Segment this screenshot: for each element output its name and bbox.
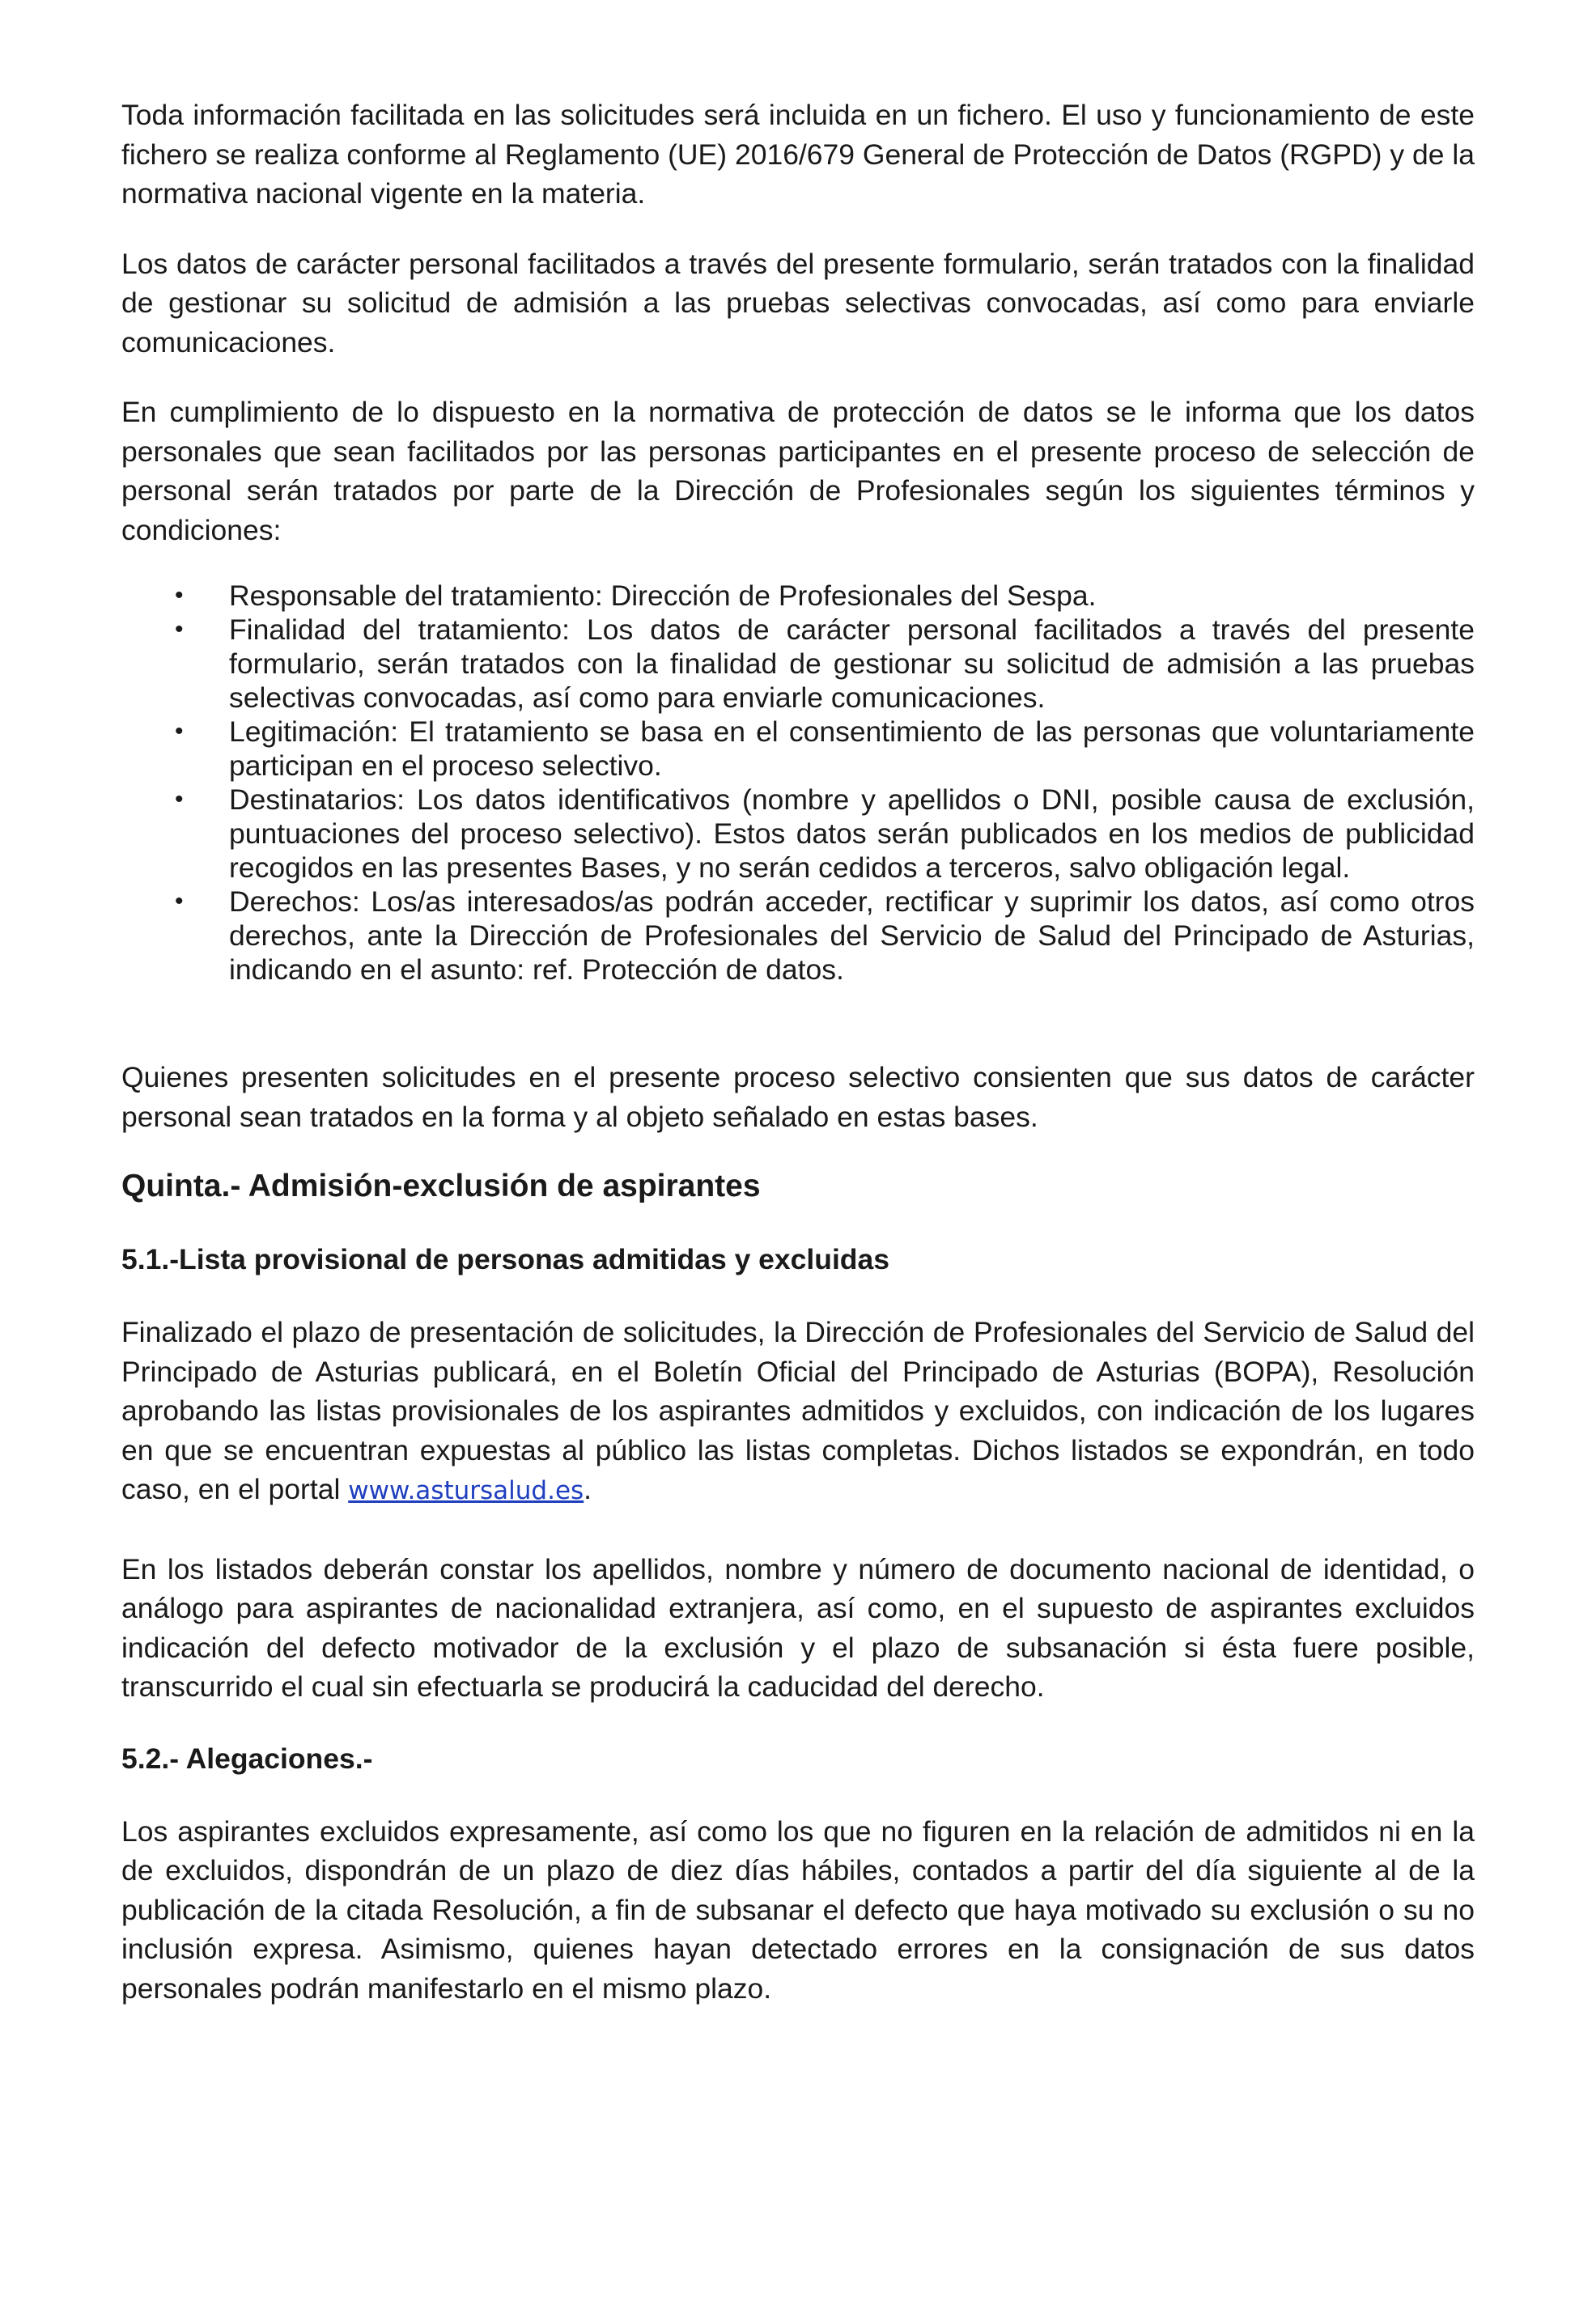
list-item [121,885,1475,987]
intro-paragraph-3: En cumplimiento de lo dispuesto en la normativa de protección de datos se le informa que los datos personales que sean facilitados por las personas participantes en el presente proceso de selección de personal serán tratados por parte de la Dirección de Profesionales según los siguientes términos y condiciones: [121,396,1475,546]
list-item-text: Responsable del tratamiento: Dirección de Profesionales del Sespa. [229,579,1097,612]
list-item [121,613,1475,715]
subsection-heading-5-2: 5.2.- Alegaciones.- [121,1742,373,1775]
bullet-icon: • [175,718,184,745]
list-item [121,579,1475,613]
list-item-text: Destinatarios: Los datos identificativos (nombre y apellidos o DNI, posible causa de exclusión, puntuaciones del proceso selectivo). Estos datos serán publicados en los medios de publicidad recogidos en las presentes Bases, y no serán cedidos a terceros, salvo obligación legal. [229,783,1475,884]
list-item [121,715,1475,783]
astursalud-link[interactable]: www.astursalud.es [348,1476,584,1505]
intro-paragraph-2: Los datos de carácter personal facilitados a través del presente formulario, serán tratados con la finalidad de gestionar su solicitud de admisión a las pruebas selectivas convocadas, así como para enviarle comunicaciones. [121,247,1475,359]
provisional-list-end: . [584,1473,592,1505]
document-page [121,95,1475,2008]
bullet-icon: • [175,786,184,813]
data-protection-list [121,579,1475,987]
intro-paragraph-1: Toda información facilitada en las solicitudes será incluida en un fichero. El uso y funcionamiento de este fichero se realiza conforme al Reglamento (UE) 2016/679 General de Protección de Datos (RGPD) y de la normativa nacional vigente en la materia. [121,99,1475,210]
list-item-text: Legitimación: El tratamiento se basa en el consentimiento de las personas que voluntariamente participan en el proceso selectivo. [229,715,1475,782]
provisional-list-text: Finalizado el plazo de presentación de solicitudes, la Dirección de Profesionales del Servicio de Salud del Principado de Asturias publicará, en el Boletín Oficial del Principado de Asturias (BOPA), Resolución aprobando las listas provisionales de los aspirantes admitidos y excluidos, con indicación de los lugares en que se encuentran expuestas al público las listas completas. Dichos listados se expondrán, en todo caso, en el portal [121,1316,1475,1505]
listings-content-paragraph: En los listados deberán constar los apellidos, nombre y número de documento nacional de identidad, o análogo para aspirantes de nacionalidad extranjera, así como, en el supuesto de aspirantes excluidos indicación del defecto motivador de la exclusión y el plazo de subsanación si ésta fuere posible, transcurrido el cual sin efectuarla se producirá la caducidad del derecho. [121,1552,1475,1703]
allegations-paragraph: Los aspirantes excluidos expresamente, así como los que no figuren en la relación de admitidos ni en la de excluidos, dispondrán de un plazo de diez días hábiles, contados a partir del día siguiente al de la publicación de la citada Resolución, a fin de subsanar el defecto que haya motivado su exclusión o su no inclusión expresa. Asimismo, quienes hayan detectado errores en la consignación de sus datos personales podrán manifestarlo en el mismo plazo. [121,1814,1475,2005]
provisional-list-paragraph [121,1313,1475,1511]
section-heading-quinta: Quinta.- Admisión-exclusión de aspirantes [121,1169,761,1203]
list-item-text: Finalidad del tratamiento: Los datos de carácter personal facilitados a través del presente formulario, serán tratados con la finalidad de gestionar su solicitud de admisión a las pruebas selectivas convocadas, así como para enviarle comunicaciones. [229,613,1475,714]
bullet-icon: • [175,582,184,609]
list-item [121,783,1475,885]
list-item-text: Derechos: Los/as interesados/as podrán acceder, rectificar y suprimir los datos, así como otros derechos, ante la Dirección de Profesionales del Servicio de Salud del Principado de Asturias, indicando en el asunto: ref. Protección de datos. [229,885,1475,986]
subsection-heading-5-1: 5.1.-Lista provisional de personas admitidas y excluidas [121,1243,889,1275]
bullet-icon: • [175,888,184,915]
bullet-icon: • [175,616,184,643]
consent-paragraph: Quienes presenten solicitudes en el presente proceso selectivo consienten que sus datos de carácter personal sean tratados en la forma y al objeto señalado en estas bases. [121,1061,1475,1133]
